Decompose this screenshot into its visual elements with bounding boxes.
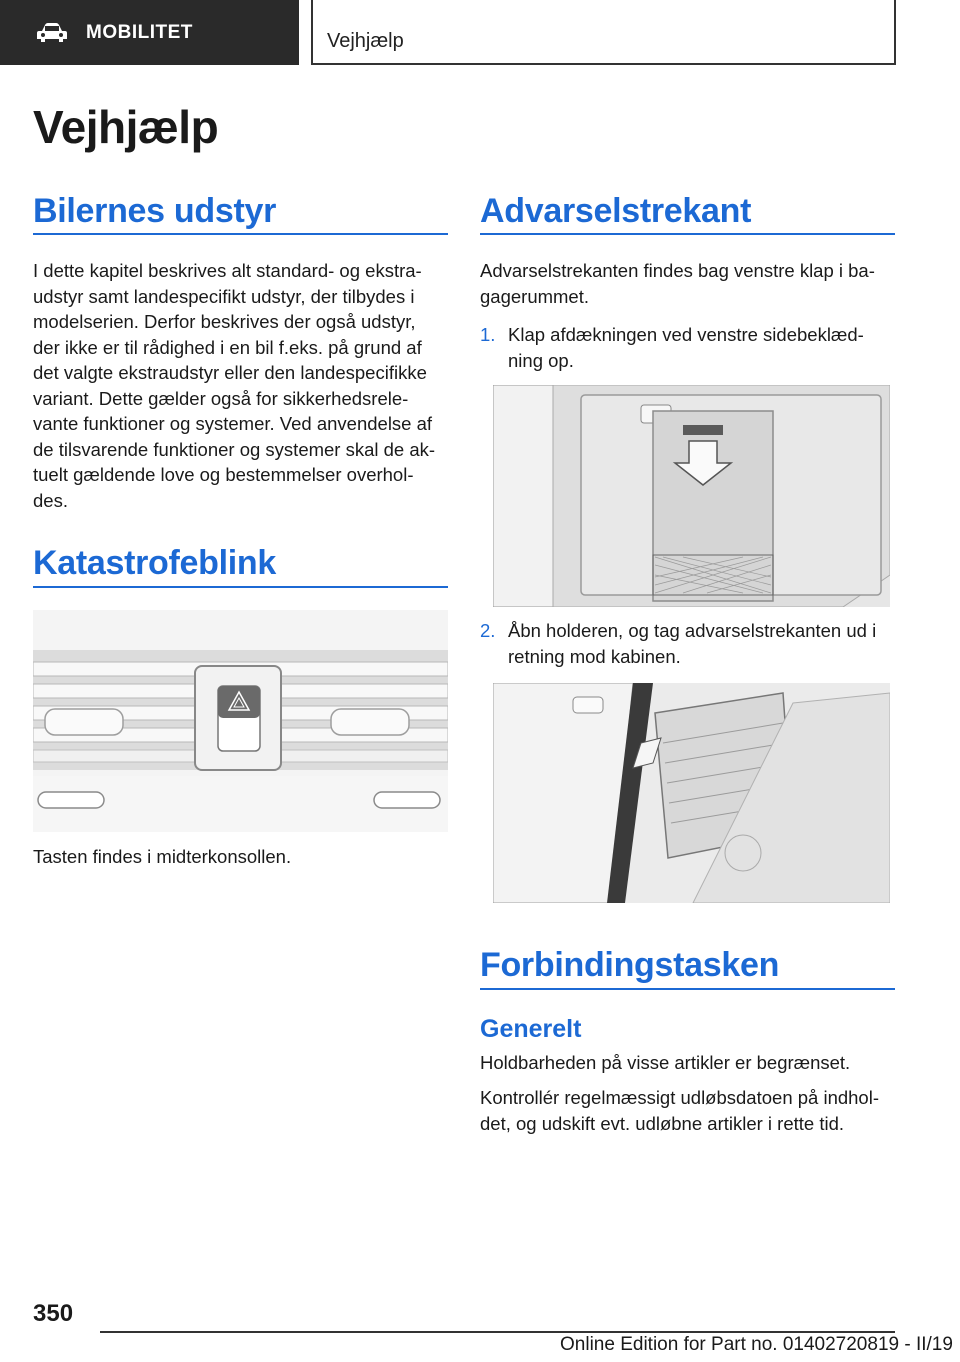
- section-label: MOBILITET: [86, 21, 193, 43]
- step-2-text: Åbn holderen, og tag advarselstrekanten ud i retning mod kabinen.: [508, 620, 877, 667]
- firstaid-para2: Kontrollér regelmæssigt udløbsdatoen på indhol- det, og udskift evt. udløbne artikler i rette tid.: [480, 1087, 879, 1134]
- car-icon: [36, 22, 68, 44]
- breadcrumb: Vejhjælp: [311, 0, 896, 65]
- triangle-intro: Advarselstrekanten findes bag venstre klap i ba- gagerummet.: [480, 260, 875, 307]
- equipment-rule: [33, 233, 448, 235]
- hazard-button-image: [33, 610, 448, 832]
- step-1-number: 1.: [480, 324, 496, 345]
- triangle-heading: Advarselstrekant: [480, 192, 752, 230]
- hazard-heading: Katastrofeblink: [33, 544, 276, 582]
- step-2-image: [493, 683, 890, 903]
- firstaid-heading: Forbindingstasken: [480, 946, 780, 984]
- firstaid-para1: Holdbarheden på visse artikler er begrænset.: [480, 1052, 851, 1073]
- equipment-text: I dette kapitel beskrives alt standard- og ekstra- udstyr samt landespecifikt udstyr, der tilbydes i modelserien. Derfor beskrives der også udstyr, der ikke er til rådighed i en bil f.eks. på grund af det valgte ekstraudstyr eller den landespecifikke variant. Dette gælder også for sikkerhedsrele- vante funktioner og systemer. Ved anvendelse af de tilsvarende funktioner og systemer skal de ak- tuelt gældende love og bestemmelser overhol- des.: [33, 260, 436, 511]
- step-1-text: Klap afdækningen ved venstre sidebeklæd- ning op.: [508, 324, 864, 371]
- page-number: 350: [33, 1300, 74, 1327]
- step-2-number: 2.: [480, 620, 496, 641]
- hazard-caption: Tasten findes i midterkonsollen.: [33, 846, 292, 867]
- edition-note: Online Edition for Part no. 01402720819 - II/19: [560, 1334, 953, 1355]
- step-1-image: [493, 385, 890, 607]
- firstaid-subheading: Generelt: [480, 1015, 582, 1043]
- section-tab: [0, 0, 299, 65]
- page-title: Vejhjælp: [33, 101, 219, 153]
- footer-rule: [100, 1331, 895, 1333]
- triangle-rule: [480, 233, 895, 235]
- hazard-rule: [33, 586, 448, 588]
- equipment-heading: Bilernes udstyr: [33, 192, 277, 230]
- firstaid-rule: [480, 988, 895, 990]
